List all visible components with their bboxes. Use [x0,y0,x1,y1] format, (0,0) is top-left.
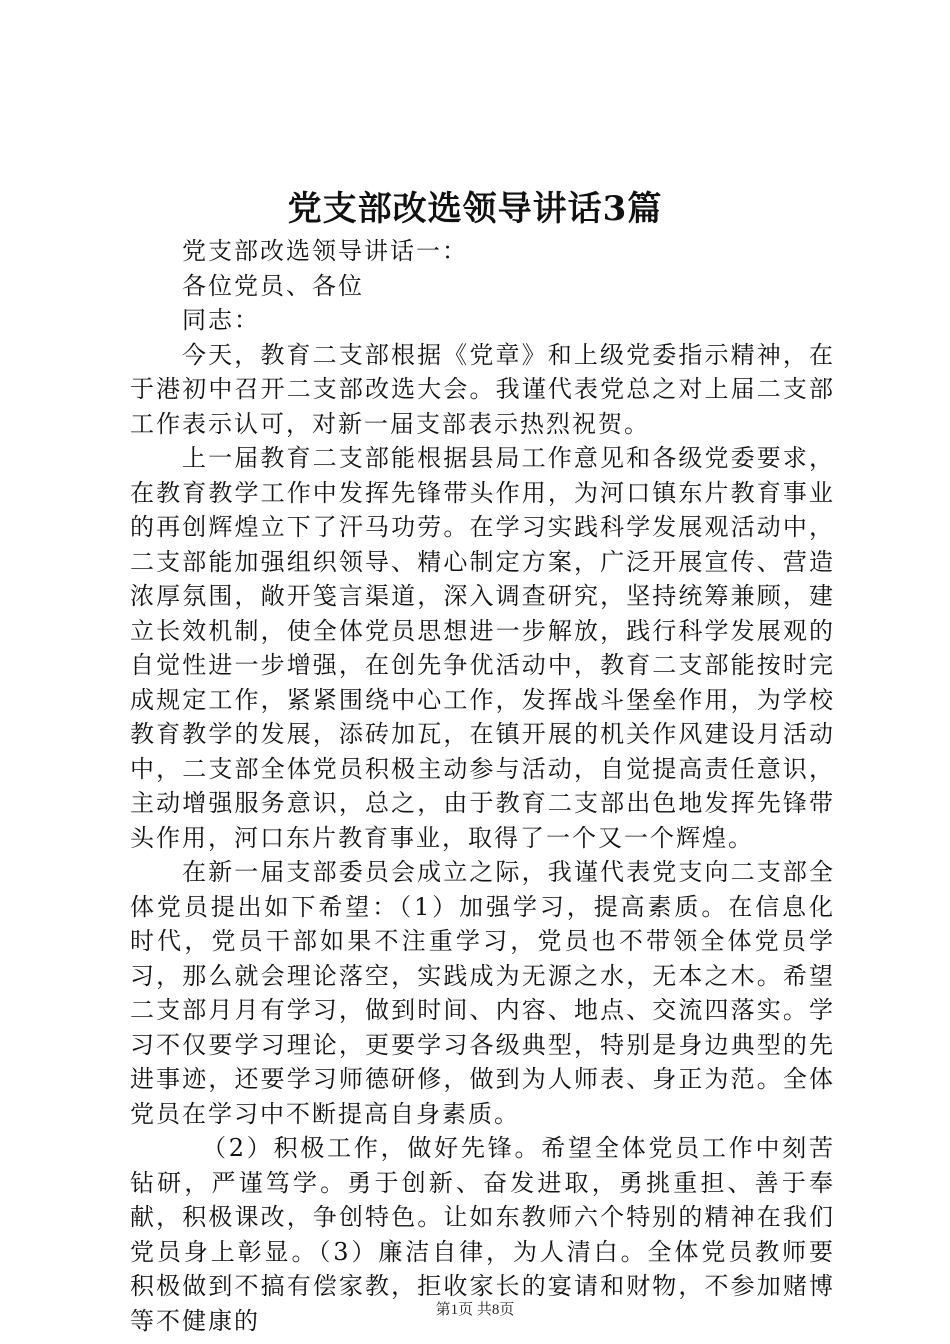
paragraph-3: 在新一届支部委员会成立之际，我谨代表党支向二支部全体党员提出如下希望：（1）加强学习，提高素质。在信息化时代，党员干部如果不注重学习，党员也不带领全体党员学习，那么就会理论落空，实践成为无源之水，无本之木。希望二支部月月有学习，做到时间、内容、地点、交流四落实。学习不仅要学习理论，更要学习各级典型，特别是身边典型的先进事迹，还要学习师德研修，做到为人师表、身正为范。全体党员在学习中不断提高自身素质。 [130,858,835,1128]
greeting-line-1: 各位党员、各位 [182,271,364,300]
greeting-line-2: 同志： [182,306,260,334]
paragraph-2: 上一届教育二支部能根据县局工作意见和各级党委要求，在教育教学工作中发挥先锋带头作用，为河口镇东片教育事业的再创辉煌立下了汗马功劳。在学习实践科学发展观活动中，二支部能加强组织领导、精心制定方案，广泛开展宣传、营造浓厚氛围，敞开笺言渠道，深入调查研究，坚持统筹兼顾，建立长效机制，使全体党员思想进一步解放，践行科学发展观的自觉性进一步增强，在创先争优活动中，教育二支部能按时完成规定工作，紧紧围绕中心工作，发挥战斗堡垒作用，为学校教育教学的发展，添砖加瓦，在镇开展的机关作风建设月活动中，二支部全体党员积极主动参与活动，自觉提高责任意识，主动增强服务意识，总之，由于教育二支部出色地发挥先锋带头作用，河口东片教育事业，取得了一个又一个辉煌。 [130,444,835,852]
page-number-footer: 第1页 共8页 [435,1302,515,1318]
document-body [130,234,835,1338]
paragraph-1: 今天，教育二支部根据《党章》和上级党委指示精神，在于港初中召开二支部改选大会。我谨代表党总之对上届二支部工作表示认可，对新一届支部表示热烈祝贺。 [130,340,835,438]
document-title: 党支部改选领导讲话3篇 [287,189,663,229]
speech-subtitle: 党支部改选领导讲话一： [182,237,468,265]
paragraph-4: （2）积极工作，做好先锋。希望全体党员工作中刻苦钻研，严谨笃学。勇于创新、奋发进取，勇挑重担、善于奉献，积极课改，争创特色。让如东教师六个特别的精神在我们党员身上彰显。（3）廉洁自律，为人清白。全体党员教师要积极做到不搞有偿家教，拒收家长的宴请和财物，不参加赌博等不健康的 [130,1134,835,1335]
